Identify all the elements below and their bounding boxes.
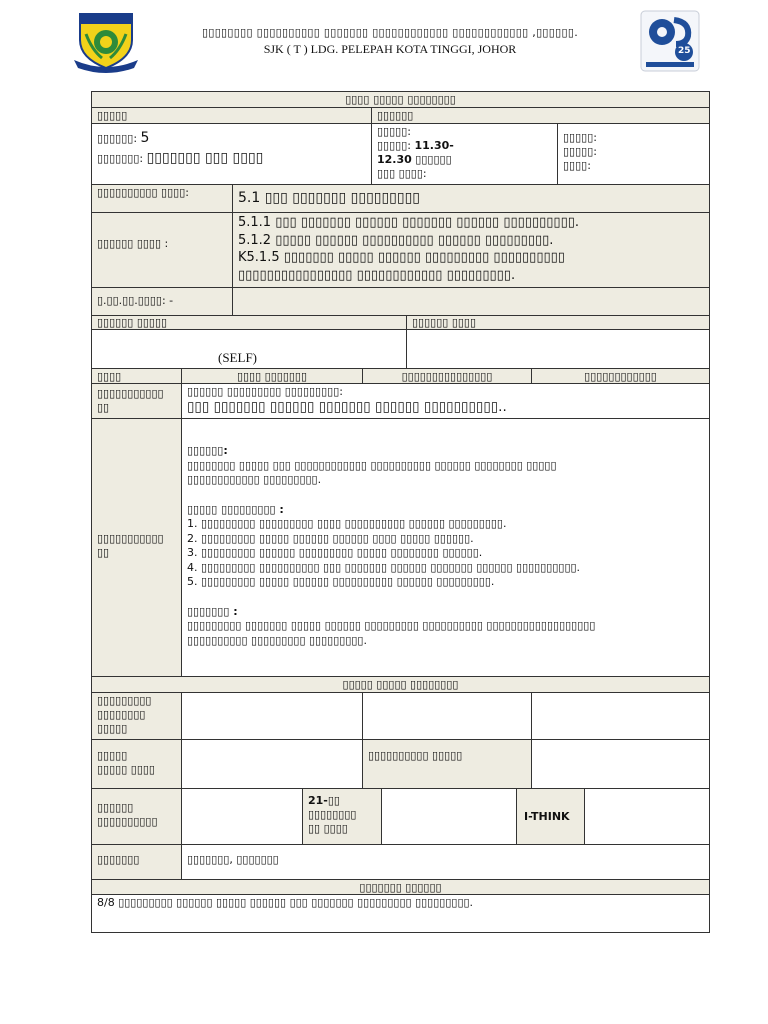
closing-text-line-2: ▯▯▯▯▯▯▯▯▯▯ ▯▯▯▯▯▯▯▯▯ ▯▯▯▯▯▯▯▯▯. <box>187 633 367 647</box>
class-subject-cell <box>91 123 372 185</box>
standard-learning-label: ▯▯▯▯▯▯ ▯▯▯▯ : <box>91 212 233 288</box>
focus-right-label: ▯▯▯▯▯▯ ▯▯▯▯ <box>406 315 710 330</box>
steps-heading: ▯▯▯▯▯ ▯▯▯▯▯▯▯▯▯ : <box>187 502 284 516</box>
objective-cell <box>181 383 710 419</box>
row1-value-a <box>181 692 363 740</box>
subject-label: ▯▯▯▯▯▯▯: <box>97 152 144 165</box>
section2-title: ▯▯▯▯▯ ▯▯▯▯▯ ▯▯▯▯▯▯▯▯ <box>91 676 710 693</box>
time-column-header: ▯▯▯▯▯▯ <box>371 107 710 124</box>
objective-label <box>91 383 182 419</box>
row3-label-line-1: ▯▯▯▯▯▯ <box>97 801 134 814</box>
objective-text: ▯▯▯ ▯▯▯▯▯▯▯ ▯▯▯▯▯▯ ▯▯▯▯▯▯▯ ▯▯▯▯▯▯ ▯▯▯▯▯▯▯▯▯▯.. <box>187 399 507 415</box>
row1-label-line-2: ▯▯▯▯▯▯▯▯ <box>97 708 146 721</box>
attendance-cell <box>557 123 710 185</box>
document-header <box>0 0 768 85</box>
row1-label-line-3: ▯▯▯▯▯ <box>97 722 128 735</box>
time-value: 11.30- <box>414 139 454 152</box>
row1-label <box>91 692 182 740</box>
standard-content-label: ▯▯▯▯▯▯▯▯▯▯ ▯▯▯▯: <box>91 184 233 213</box>
standard-learning-cell <box>232 212 710 288</box>
closing-text-line-1: ▯▯▯▯▯▯▯▯▯ ▯▯▯▯▯▯▯ ▯▯▯▯▯ ▯▯▯▯▯▯ ▯▯▯▯▯▯▯▯▯ ▯▯▯▯▯▯▯▯▯▯ ▯▯▯▯▯▯▯▯▯▯▯▯▯▯▯▯▯▯ <box>187 619 596 632</box>
intro-heading: ▯▯▯▯▯▯: <box>187 444 228 457</box>
row3-label <box>91 788 182 845</box>
focus-right-value <box>406 329 710 369</box>
row2-value-b <box>531 739 710 789</box>
column-header-a: ▯▯▯▯ <box>91 368 182 384</box>
step-item: 3. ▯▯▯▯▯▯▯▯▯ ▯▯▯▯▯▯ ▯▯▯▯▯▯▯▯▯ ▯▯▯▯▯ ▯▯▯▯▯▯▯▯ ▯▯▯▯▯▯. <box>187 546 483 559</box>
row2-label-line-1: ▯▯▯▯▯ <box>97 749 128 762</box>
row4-label: ▯▯▯▯▯▯▯ <box>91 844 182 880</box>
reflection-text: 8/8 ▯▯▯▯▯▯▯▯▯ ▯▯▯▯▯▯ ▯▯▯▯▯ ▯▯▯▯▯▯ ▯▯▯ ▯▯▯▯▯▯▯ ▯▯▯▯▯▯▯▯▯ ▯▯▯▯▯▯▯▯▯. <box>91 894 710 933</box>
attendance-label-3: ▯▯▯▯: <box>563 159 591 172</box>
activity-label-line-2: ▯▯ <box>97 546 110 559</box>
time-unit: ▯▯▯▯▯▯ <box>415 153 452 166</box>
step-item: 4. ▯▯▯▯▯▯▯▯▯ ▯▯▯▯▯▯▯▯▯▯ ▯▯▯ ▯▯▯▯▯▯▯ ▯▯▯▯▯▯ ▯▯▯▯▯▯▯ ▯▯▯▯▯▯ ▯▯▯▯▯▯▯▯▯▯. <box>187 560 581 574</box>
column-header-d: ▯▯▯▯▯▯▯▯▯▯▯▯ <box>531 368 710 384</box>
row1-label-line-1: ▯▯▯▯▯▯▯▯▯ <box>97 694 152 707</box>
anniversary-number: 25 <box>678 46 691 56</box>
step-item: 5. ▯▯▯▯▯▯▯▯▯ ▯▯▯▯▯ ▯▯▯▯▯▯ ▯▯▯▯▯▯▯▯▯▯ ▯▯▯▯▯▯ ▯▯▯▯▯▯▯▯▯. <box>187 575 495 588</box>
class-label: ▯▯▯▯▯▯: <box>97 132 138 145</box>
intro-text-line-2: ▯▯▯▯▯▯▯▯▯▯▯▯ ▯▯▯▯▯▯▯▯▯. <box>187 473 322 486</box>
focus-label: ▯▯▯▯▯▯ ▯▯▯▯▯ <box>91 315 407 330</box>
school-crest-logo <box>72 10 140 74</box>
date-time-cell <box>371 123 558 185</box>
row2-value-a <box>181 739 363 789</box>
row1-value-b <box>362 692 532 740</box>
ministry-logo <box>640 10 700 72</box>
time-label: ▯▯▯▯▯: <box>377 139 411 152</box>
focus-value-cell <box>91 329 407 369</box>
emk-label: ▯.▯▯.▯▯.▯▯▯▯: - <box>91 287 233 316</box>
ithink-value <box>584 788 710 845</box>
activity-cell <box>181 418 710 677</box>
objective-heading: ▯▯▯▯▯▯ ▯▯▯▯▯▯▯▯▯ ▯▯▯▯▯▯▯▯▯: <box>187 385 343 398</box>
row2-mid-label: ▯▯▯▯▯▯▯▯▯▯ ▯▯▯▯▯ <box>362 739 532 789</box>
row3-value-a <box>181 788 303 845</box>
ithink-label: I-THINK <box>516 788 585 845</box>
row3-21st-label-line-2: ▯▯▯▯▯▯▯▯ <box>308 808 357 821</box>
attendance-label-2: ▯▯▯▯▯: <box>563 145 597 158</box>
focus-value: (SELF) <box>218 350 257 365</box>
standard-learning-line-3: K5.1.5 ▯▯▯▯▯▯▯ ▯▯▯▯▯ ▯▯▯▯▯▯ ▯▯▯▯▯▯▯▯▯ ▯▯▯▯▯▯▯▯▯▯ <box>238 250 565 265</box>
date-label: ▯▯▯▯▯: <box>377 125 411 138</box>
plan-title: ▯▯▯▯ ▯▯▯▯▯ ▯▯▯▯▯▯▯▯ <box>91 91 710 108</box>
row4-value: ▯▯▯▯▯▯▯, ▯▯▯▯▯▯▯ <box>181 844 710 880</box>
row3-label-line-2: ▯▯▯▯▯▯▯▯▯▯ <box>97 815 158 828</box>
standard-learning-line-2: 5.1.2 ▯▯▯▯▯ ▯▯▯▯▯▯ ▯▯▯▯▯▯▯▯▯▯ ▯▯▯▯▯▯ ▯▯▯▯▯▯▯▯▯. <box>238 232 554 248</box>
class-value: 5 <box>140 130 150 146</box>
column-header-b: ▯▯▯▯ ▯▯▯▯▯▯▯ <box>181 368 363 384</box>
time-value-end: 12.30 <box>377 153 412 166</box>
row3-21st-label-line-1: 21-▯▯ <box>308 794 340 807</box>
row2-label-line-2: ▯▯▯▯▯ ▯▯▯▯ <box>97 763 155 776</box>
row3-value-b <box>381 788 517 845</box>
steps-list <box>187 517 704 590</box>
standard-learning-line-1: 5.1.1 ▯▯▯ ▯▯▯▯▯▯▯ ▯▯▯▯▯▯ ▯▯▯▯▯▯▯ ▯▯▯▯▯▯ ▯▯▯▯▯▯▯▯▯▯. <box>238 215 580 230</box>
row1-value-c <box>531 692 710 740</box>
row3-21st-label <box>302 788 382 845</box>
objective-label-line-2: ▯▯ <box>97 401 110 414</box>
step-item: 1. ▯▯▯▯▯▯▯▯▯ ▯▯▯▯▯▯▯▯▯ ▯▯▯▯ ▯▯▯▯▯▯▯▯▯▯ ▯▯▯▯▯▯ ▯▯▯▯▯▯▯▯▯. <box>187 517 507 530</box>
week-label: ▯▯▯ ▯▯▯▯: <box>377 167 427 180</box>
standard-content-value: 5.1 ▯▯▯ ▯▯▯▯▯▯▯ ▯▯▯▯▯▯▯▯▯ <box>232 184 710 213</box>
emk-value <box>232 287 710 316</box>
class-column-header: ▯▯▯▯▯ <box>91 107 372 124</box>
attendance-label-1: ▯▯▯▯▯: <box>563 131 597 144</box>
row2-label <box>91 739 182 789</box>
activity-label-line-1: ▯▯▯▯▯▯▯▯▯▯▯ <box>97 532 164 545</box>
intro-text-line-1: ▯▯▯▯▯▯▯▯ ▯▯▯▯▯ ▯▯▯ ▯▯▯▯▯▯▯▯▯▯▯▯ ▯▯▯▯▯▯▯▯▯▯ ▯▯▯▯▯▯ ▯▯▯▯▯▯▯▯ ▯▯▯▯▯ <box>187 458 557 472</box>
objective-label-line-1: ▯▯▯▯▯▯▯▯▯▯▯ <box>97 387 164 400</box>
reflection-title: ▯▯▯▯▯▯▯ ▯▯▯▯▯▯ <box>91 879 710 895</box>
standard-learning-line-4: ▯▯▯▯▯▯▯▯▯▯▯▯▯▯▯▯ ▯▯▯▯▯▯▯▯▯▯▯▯ ▯▯▯▯▯▯▯▯▯. <box>238 267 516 283</box>
step-item: 2. ▯▯▯▯▯▯▯▯▯ ▯▯▯▯▯ ▯▯▯▯▯▯ ▯▯▯▯▯▯ ▯▯▯▯ ▯▯▯▯▯ ▯▯▯▯▯▯. <box>187 531 474 545</box>
column-header-c: ▯▯▯▯▯▯▯▯▯▯▯▯▯▯▯ <box>362 368 532 384</box>
school-name-malay: ▯▯▯▯▯▯▯▯ ▯▯▯▯▯▯▯▯▯▯ ▯▯▯▯▯▯▯ ▯▯▯▯▯▯▯▯▯▯▯▯ ▯▯▯▯▯▯▯▯▯▯▯▯ ,▯▯▯▯▯▯. <box>201 26 578 39</box>
activity-label <box>91 418 182 677</box>
subject-value: ▯▯▯▯▯▯▯ ▯▯▯ ▯▯▯▯ <box>146 150 264 166</box>
school-name-english: SJK ( T ) LDG. PELEPAH KOTA TINGGI, JOHOR <box>263 42 517 56</box>
closing-heading: ▯▯▯▯▯▯▯ : <box>187 604 238 618</box>
row3-21st-label-line-3: ▯▯ ▯▯▯▯ <box>308 822 348 835</box>
